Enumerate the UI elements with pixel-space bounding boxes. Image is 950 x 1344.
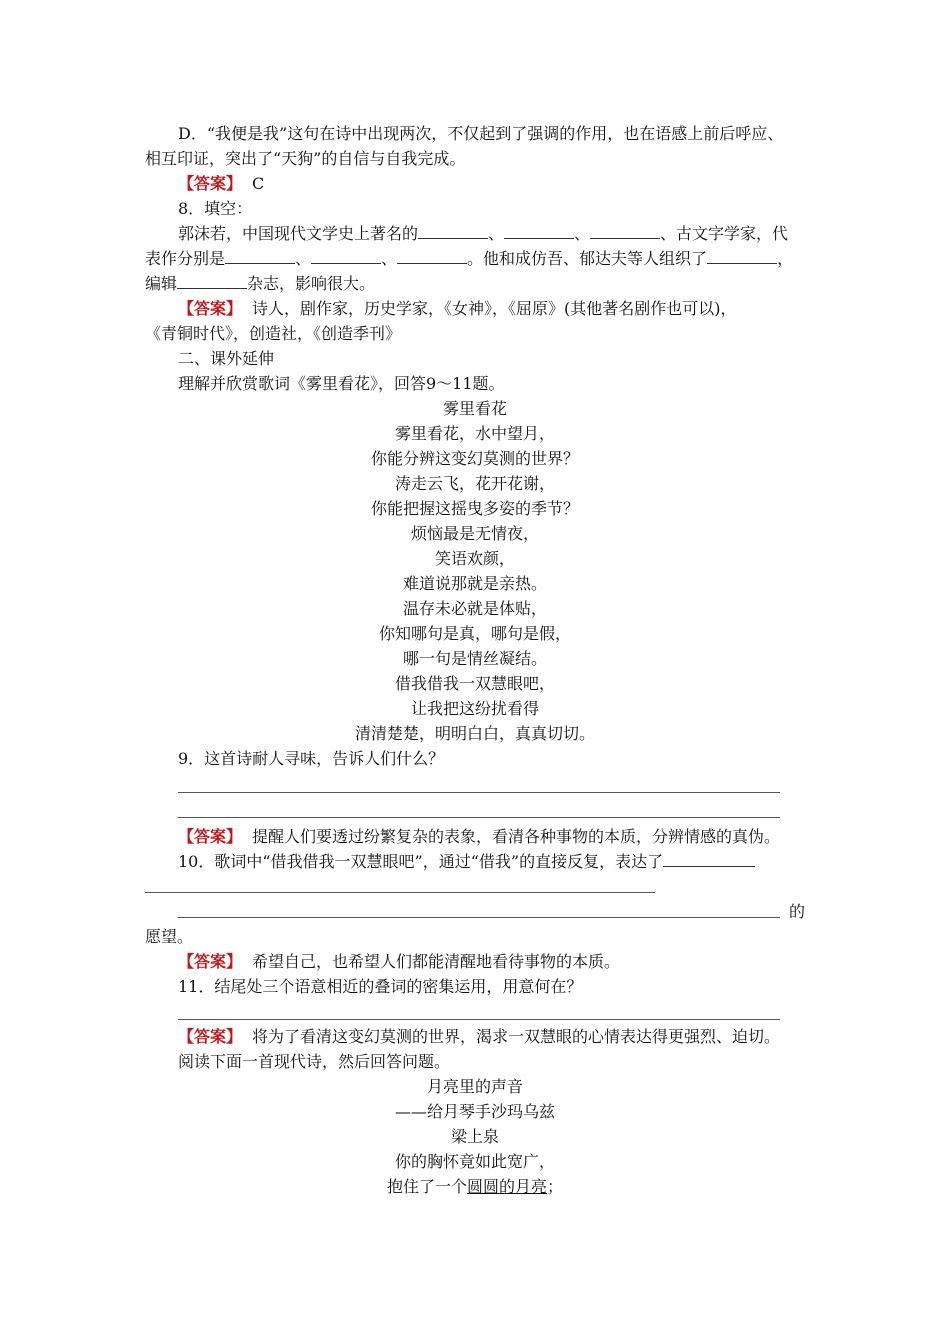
poem-line: 让我把这纷扰看得 bbox=[410, 699, 539, 718]
answer-line[interactable] bbox=[178, 917, 780, 918]
fill-blank[interactable] bbox=[311, 248, 381, 264]
fill-blank[interactable] bbox=[177, 273, 247, 289]
poem2-author: 梁上泉 bbox=[450, 1127, 499, 1146]
q7-option-d-line2: 相互印证，突出了“天狗”的自信与自我完成。 bbox=[145, 149, 466, 168]
q8-line1: 郭沫若，中国现代文学史上著名的 、 、 、古文字学家，代 bbox=[178, 224, 789, 243]
q10-continuation: 愿望。 bbox=[145, 927, 194, 946]
fill-blank[interactable] bbox=[397, 248, 467, 264]
q8-line2: 表作分别是 、 、 。他和成仿吾、郁达夫等人组织了 ， bbox=[145, 249, 794, 268]
fill-blank[interactable] bbox=[225, 248, 295, 264]
poem-line: 温存未必就是体贴， bbox=[402, 599, 547, 618]
q11-answer bbox=[178, 1025, 780, 1049]
answer-label: 【答案】 bbox=[178, 174, 243, 193]
q11-question: 11．结尾处三个语意相近的叠词的密集运用，用意何在？ bbox=[178, 977, 583, 996]
poem-line: 你能分辨这变幻莫测的世界？ bbox=[370, 449, 579, 468]
poem-line: 涛走云飞，花开花谢， bbox=[394, 474, 555, 493]
answer-label: 【答案】 bbox=[178, 1027, 243, 1046]
underlined-phrase: 圆圆的月亮 bbox=[466, 1177, 547, 1196]
fill-blank[interactable] bbox=[418, 223, 488, 239]
q8-line3: 编辑 杂志，影响很大。 bbox=[145, 274, 376, 293]
fill-blank[interactable] bbox=[663, 851, 755, 867]
section-heading: 二、课外延伸 bbox=[178, 349, 275, 368]
q8-title: 8．填空： bbox=[178, 199, 253, 218]
poem2-dedication: ——给月琴手沙玛乌兹 bbox=[394, 1102, 555, 1121]
poem-line: 你的胸怀竟如此宽广， bbox=[394, 1152, 555, 1171]
q7-option-d-line1: D．“我便是我”这句在诗中出现两次，不仅起到了强调的作用，也在语感上前后呼应、 bbox=[178, 124, 784, 143]
answer-line[interactable] bbox=[178, 817, 780, 818]
q8-answer-line2: 《青铜时代》，创造社，《创造季刊》 bbox=[145, 324, 402, 343]
poem-line: 烦恼最是无情夜， bbox=[410, 524, 539, 543]
answer-line[interactable] bbox=[178, 1019, 780, 1020]
answer-text: 将为了看清这变幻莫测的世界，渴求一双慧眼的心情表达得更强烈、迫切。 bbox=[252, 1027, 781, 1046]
fill-blank[interactable] bbox=[590, 223, 660, 239]
poem-line: 清清楚楚，明明白白，真真切切。 bbox=[354, 724, 595, 743]
poem-line: 抱住了一个圆圆的月亮； bbox=[386, 1177, 564, 1196]
poem2-intro: 阅读下面一首现代诗，然后回答问题。 bbox=[178, 1052, 451, 1071]
section-intro: 理解并欣赏歌词《雾里看花》，回答9～11题。 bbox=[178, 374, 505, 393]
q9-question: 9．这首诗耐人寻味，告诉人们什么？ bbox=[178, 749, 445, 768]
poem-line: 难道说那就是亲热。 bbox=[402, 574, 547, 593]
answer-line[interactable] bbox=[178, 792, 780, 793]
poem-line: 你知哪句是真，哪句是假， bbox=[378, 624, 571, 643]
answer-label: 【答案】 bbox=[178, 952, 243, 971]
poem2-title: 月亮里的声音 bbox=[426, 1077, 523, 1096]
poem-line: 笑语欢颜， bbox=[434, 549, 515, 568]
answer-label: 【答案】 bbox=[178, 827, 243, 846]
q8-answer bbox=[178, 297, 737, 321]
q7-answer bbox=[178, 172, 264, 196]
q9-answer bbox=[178, 825, 780, 849]
fill-blank[interactable] bbox=[707, 248, 777, 264]
poem-line: 你能把握这摇曳多姿的季节？ bbox=[370, 499, 579, 518]
q10-question: 10．歌词中“借我借我一双慧眼吧”，通过“借我”的直接反复，表达了 bbox=[178, 850, 755, 874]
answer-label: 【答案】 bbox=[178, 299, 243, 318]
q10-tail: 的 bbox=[789, 902, 806, 921]
poem-line: 借我借我一双慧眼吧， bbox=[394, 674, 555, 693]
fill-blank[interactable] bbox=[504, 223, 574, 239]
answer-text: 希望自己，也希望人们都能清醒地看待事物的本质。 bbox=[252, 952, 621, 971]
answer-text: C bbox=[252, 174, 265, 193]
poem-line: 雾里看花，水中望月， bbox=[394, 424, 555, 443]
q10-answer bbox=[178, 950, 620, 974]
answer-line[interactable] bbox=[145, 892, 655, 893]
poem-line: 哪一句是情丝凝结。 bbox=[402, 649, 547, 668]
answer-text: 诗人，剧作家，历史学家，《女神》，《屈原》(其他著名剧作也可以)， bbox=[252, 299, 737, 318]
answer-text: 提醒人们要透过纷繁复杂的表象，看清各种事物的本质，分辨情感的真伪。 bbox=[252, 827, 781, 846]
poem-title: 雾里看花 bbox=[442, 399, 507, 418]
